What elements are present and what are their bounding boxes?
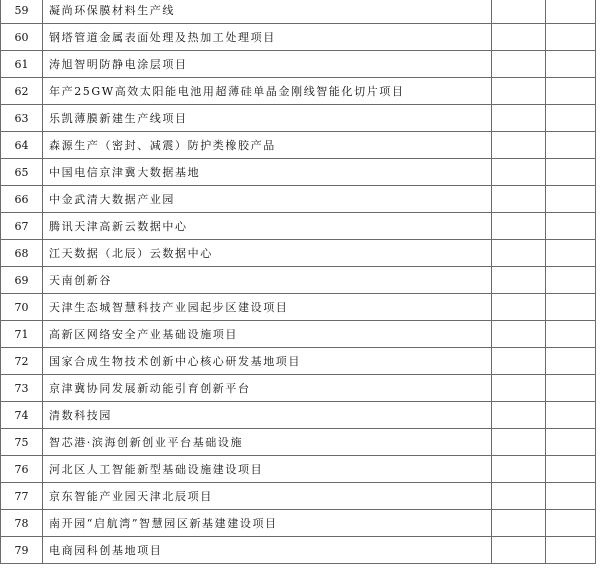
row-number-cell: 77 <box>1 483 43 510</box>
project-name-cell: 中金武清大数据产业园 <box>43 186 492 213</box>
project-name-cell: 南开园“启航湾”智慧园区新基建建设项目 <box>43 510 492 537</box>
empty-cell <box>492 456 546 483</box>
empty-cell <box>546 402 596 429</box>
row-number-cell: 72 <box>1 348 43 375</box>
row-number-cell: 63 <box>1 105 43 132</box>
table-row <box>1 78 596 105</box>
empty-cell <box>492 294 546 321</box>
empty-cell <box>492 24 546 51</box>
table-row <box>1 483 596 510</box>
empty-cell <box>546 0 596 24</box>
row-number-cell: 74 <box>1 402 43 429</box>
empty-cell <box>546 537 596 564</box>
table-row <box>1 24 596 51</box>
table-row <box>1 375 596 402</box>
empty-cell <box>546 24 596 51</box>
empty-cell <box>492 0 546 24</box>
row-number-cell: 75 <box>1 429 43 456</box>
empty-cell <box>492 348 546 375</box>
project-name-cell: 智芯港·滨海创新创业平台基础设施 <box>43 429 492 456</box>
table-row <box>1 51 596 78</box>
project-name-cell: 清数科技园 <box>43 402 492 429</box>
table-row <box>1 348 596 375</box>
project-name-cell: 京津冀协同发展新动能引育创新平台 <box>43 375 492 402</box>
project-table-body <box>1 0 596 564</box>
empty-cell <box>492 375 546 402</box>
table-row <box>1 132 596 159</box>
empty-cell <box>546 213 596 240</box>
empty-cell <box>546 456 596 483</box>
project-name-cell: 天南创新谷 <box>43 267 492 294</box>
empty-cell <box>546 294 596 321</box>
table-row <box>1 321 596 348</box>
empty-cell <box>546 321 596 348</box>
row-number-cell: 61 <box>1 51 43 78</box>
empty-cell <box>546 240 596 267</box>
row-number-cell: 70 <box>1 294 43 321</box>
empty-cell <box>492 537 546 564</box>
row-number-cell: 69 <box>1 267 43 294</box>
project-name-cell: 凝尚环保膜材料生产线 <box>43 0 492 24</box>
empty-cell <box>492 483 546 510</box>
project-name-cell: 中国电信京津冀大数据基地 <box>43 159 492 186</box>
project-name-cell: 河北区人工智能新型基础设施建设项目 <box>43 456 492 483</box>
project-name-cell: 森源生产（密封、减震）防护类橡胶产品 <box>43 132 492 159</box>
row-number-cell: 59 <box>1 0 43 24</box>
empty-cell <box>492 159 546 186</box>
empty-cell <box>546 78 596 105</box>
empty-cell <box>492 240 546 267</box>
empty-cell <box>492 321 546 348</box>
empty-cell <box>492 402 546 429</box>
empty-cell <box>546 267 596 294</box>
empty-cell <box>546 483 596 510</box>
row-number-cell: 71 <box>1 321 43 348</box>
project-name-cell: 天津生态城智慧科技产业园起步区建设项目 <box>43 294 492 321</box>
project-name-cell: 年产25GW高效太阳能电池用超薄硅单晶金刚线智能化切片项目 <box>43 78 492 105</box>
table-row <box>1 159 596 186</box>
table-row <box>1 0 596 24</box>
empty-cell <box>546 186 596 213</box>
project-name-cell: 涛旭智明防静电涂层项目 <box>43 51 492 78</box>
empty-cell <box>492 78 546 105</box>
empty-cell <box>492 510 546 537</box>
project-name-cell: 腾讯天津高新云数据中心 <box>43 213 492 240</box>
table-row <box>1 267 596 294</box>
empty-cell <box>492 105 546 132</box>
empty-cell <box>492 213 546 240</box>
row-number-cell: 79 <box>1 537 43 564</box>
empty-cell <box>492 186 546 213</box>
project-name-cell: 国家合成生物技术创新中心核心研发基地项目 <box>43 348 492 375</box>
project-name-cell: 乐凯薄膜新建生产线项目 <box>43 105 492 132</box>
table-row <box>1 294 596 321</box>
empty-cell <box>492 429 546 456</box>
row-number-cell: 73 <box>1 375 43 402</box>
project-name-cell: 江天数据（北辰）云数据中心 <box>43 240 492 267</box>
table-row <box>1 429 596 456</box>
project-name-cell: 电商园科创基地项目 <box>43 537 492 564</box>
empty-cell <box>546 375 596 402</box>
project-name-cell: 高新区网络安全产业基础设施项目 <box>43 321 492 348</box>
table-row <box>1 213 596 240</box>
empty-cell <box>492 51 546 78</box>
empty-cell <box>546 159 596 186</box>
row-number-cell: 65 <box>1 159 43 186</box>
table-row <box>1 105 596 132</box>
row-number-cell: 67 <box>1 213 43 240</box>
table-row <box>1 240 596 267</box>
table-row <box>1 186 596 213</box>
table-row <box>1 456 596 483</box>
empty-cell <box>546 348 596 375</box>
table-row <box>1 510 596 537</box>
table-row <box>1 537 596 564</box>
row-number-cell: 78 <box>1 510 43 537</box>
row-number-cell: 64 <box>1 132 43 159</box>
row-number-cell: 62 <box>1 78 43 105</box>
empty-cell <box>546 510 596 537</box>
table-row <box>1 402 596 429</box>
empty-cell <box>546 105 596 132</box>
project-name-cell: 钢塔管道金属表面处理及热加工处理项目 <box>43 24 492 51</box>
row-number-cell: 68 <box>1 240 43 267</box>
row-number-cell: 66 <box>1 186 43 213</box>
empty-cell <box>546 429 596 456</box>
empty-cell <box>546 51 596 78</box>
empty-cell <box>492 132 546 159</box>
row-number-cell: 60 <box>1 24 43 51</box>
empty-cell <box>492 267 546 294</box>
project-name-cell: 京东智能产业园天津北辰项目 <box>43 483 492 510</box>
empty-cell <box>546 132 596 159</box>
row-number-cell: 76 <box>1 456 43 483</box>
